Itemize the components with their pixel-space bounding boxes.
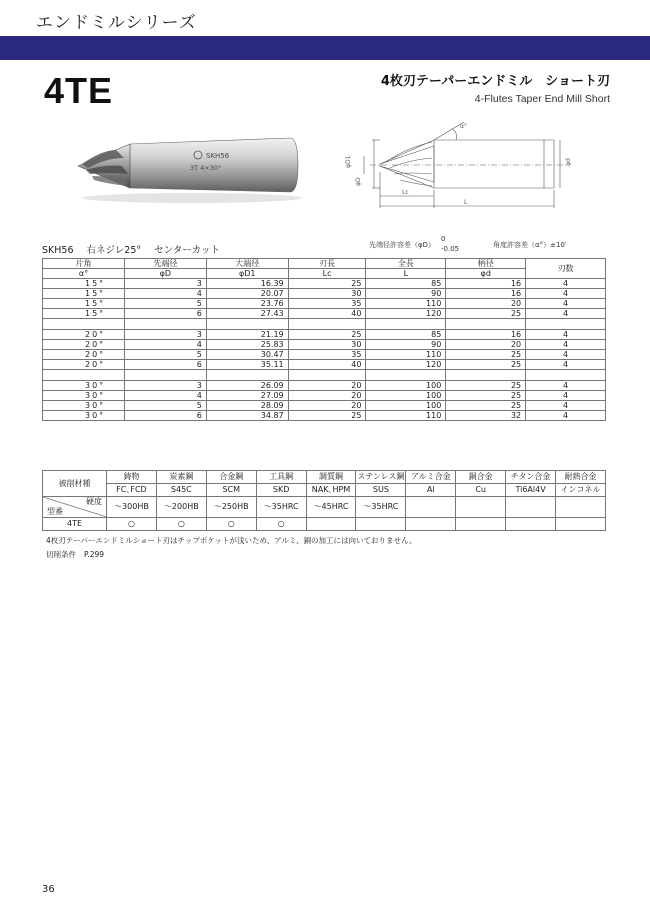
code-cast-iron: FC､FCD (107, 484, 157, 497)
code-alloy-steel: SCM (206, 484, 256, 497)
table-cell: 21.19 (206, 330, 288, 340)
table-cell: 27.09 (206, 391, 288, 401)
product-title-jp: 4枚刃テーパーエンドミル ショート刃 (380, 74, 610, 89)
table-cell: 35.11 (206, 360, 288, 370)
material-tool-steel: 工具鋼 (256, 471, 306, 484)
work-material-label: 被削材種 (43, 471, 107, 497)
center-cut: センターカット (154, 245, 221, 256)
table-cell: 100 (366, 401, 446, 411)
cutting-table (42, 470, 606, 531)
suit-titanium (506, 518, 556, 531)
table-row (43, 391, 606, 401)
spec-table (42, 258, 606, 421)
suit-aluminum (406, 518, 456, 531)
table-cell: 4 (526, 309, 606, 319)
code-copper: Cu (456, 484, 506, 497)
table-cell: 110 (366, 299, 446, 309)
table-cell: 85 (366, 330, 446, 340)
table-cell: 25 (288, 279, 366, 289)
spacer-cell (526, 370, 606, 381)
table-cell: 20 (446, 299, 526, 309)
table-cell: 15° (43, 279, 125, 289)
model-code: 4TE (44, 70, 114, 111)
header-band (0, 36, 650, 60)
table-cell: 30 (288, 340, 366, 350)
table-cell: 4 (526, 340, 606, 350)
table-cell: 40 (288, 309, 366, 319)
hardness-aluminum (406, 497, 456, 518)
table-cell: 20 (288, 401, 366, 411)
header-flutes: 刃数 (526, 259, 606, 279)
drawing-alpha-label: α° (460, 123, 467, 130)
table-cell: 4 (124, 391, 206, 401)
table-cell: 4 (526, 401, 606, 411)
spacer-cell (43, 370, 125, 381)
header-overall-length: 全長 (366, 259, 446, 269)
table-cell: 16 (446, 330, 526, 340)
table-row (43, 411, 606, 421)
spacer-cell (206, 370, 288, 381)
hardness-copper (456, 497, 506, 518)
hardness-tool-steel: ～35HRC (256, 497, 306, 518)
tip-tolerance-label: 先端径許容差（φD） (369, 241, 436, 249)
hardness-stainless: ～35HRC (356, 497, 406, 518)
spacer-cell (446, 319, 526, 330)
table-cell: 16 (446, 279, 526, 289)
table-cell: 4 (526, 360, 606, 370)
material-aluminum: アルミ合金 (406, 471, 456, 484)
drawing-lc-label: Lc (402, 189, 409, 196)
code-tool-steel: SKD (256, 484, 306, 497)
table-cell: 100 (366, 381, 446, 391)
table-cell: 4 (526, 391, 606, 401)
series-title: エンドミルシリーズ (36, 13, 197, 33)
material-prehardened-steel: 調質鋼 (306, 471, 356, 484)
table-cell: 4 (124, 289, 206, 299)
header-sym-angle: α° (43, 269, 125, 279)
table-cell: 6 (124, 411, 206, 421)
table-cell: 5 (124, 401, 206, 411)
table-cell: 25 (446, 350, 526, 360)
table-cell: 4 (526, 279, 606, 289)
spacer-cell (43, 319, 125, 330)
table-cell: 30° (43, 391, 125, 401)
hardness-alloy-steel: ～250HB (206, 497, 256, 518)
header-large-dia: 大端径 (206, 259, 288, 269)
spacer-cell (288, 319, 366, 330)
table-cell: 30° (43, 381, 125, 391)
technical-drawing (334, 112, 574, 216)
table-cell: 90 (366, 289, 446, 299)
table-cell: 4 (526, 299, 606, 309)
suit-prehardened-steel (306, 518, 356, 531)
header-tip-dia: 先端径 (124, 259, 206, 269)
spec-table-body (43, 279, 606, 421)
spacer-cell (288, 370, 366, 381)
drawing-l-label: L (464, 199, 468, 206)
table-cell: 32 (446, 411, 526, 421)
spacer-cell (366, 319, 446, 330)
spacer-cell (366, 370, 446, 381)
table-cell: 120 (366, 309, 446, 319)
spacer-cell (206, 319, 288, 330)
table-cell: 25 (288, 411, 366, 421)
table-cell: 3 (124, 381, 206, 391)
header-sym-tip: φD (124, 269, 206, 279)
table-cell: 34.87 (206, 411, 288, 421)
hardness-titanium (506, 497, 556, 518)
header-sym-shank: φd (446, 269, 526, 279)
table-cell: 4 (124, 340, 206, 350)
table-cell: 4 (526, 350, 606, 360)
table-cell: 20 (288, 381, 366, 391)
page-number: 36 (42, 884, 55, 895)
header-flute-length: 刃長 (288, 259, 366, 269)
cutting-condition-ref (46, 549, 112, 560)
photo-marking-1: SKH56 (206, 152, 230, 160)
helix-angle: 右ネジレ25° (86, 245, 142, 256)
hardness-heat-resistant (556, 497, 606, 518)
table-cell: 20° (43, 360, 125, 370)
table-cell: 6 (124, 360, 206, 370)
table-cell: 120 (366, 360, 446, 370)
table-cell: 110 (366, 411, 446, 421)
material-carbon-steel: 炭素鋼 (156, 471, 206, 484)
drawing-d1-label: φD1 (345, 155, 352, 168)
material-copper: 銅合金 (456, 471, 506, 484)
spacer-cell (526, 319, 606, 330)
table-cell: 30° (43, 401, 125, 411)
spacer-cell (124, 319, 206, 330)
photo-marking-2: 3T 4×30° (190, 164, 222, 172)
material-cast-iron: 鋳物 (107, 471, 157, 484)
table-row (43, 299, 606, 309)
product-title-en: 4-Flutes Taper End Mill Short (474, 93, 610, 105)
drawing-shank-label: φd (565, 158, 572, 166)
suit-cast-iron: ○ (107, 518, 157, 531)
material-grade: SKH56 (42, 245, 74, 256)
table-cell: 20 (446, 340, 526, 350)
hardness-cast-iron: ～300HB (107, 497, 157, 518)
spec-info-line (42, 242, 230, 256)
hardness-prehardened-steel: ～45HRC (306, 497, 356, 518)
table-cell: 25 (446, 381, 526, 391)
tip-tolerance-upper: 0 (441, 235, 446, 243)
code-aluminum: Al (406, 484, 456, 497)
end-mill-photo (72, 128, 302, 206)
table-cell: 4 (526, 289, 606, 299)
table-cell: 30° (43, 411, 125, 421)
table-cell: 28.09 (206, 401, 288, 411)
table-cell: 25 (446, 360, 526, 370)
table-cell: 20° (43, 330, 125, 340)
table-cell: 20 (288, 391, 366, 401)
table-row (43, 289, 606, 299)
table-row (43, 309, 606, 319)
table-cell: 16.39 (206, 279, 288, 289)
table-cell: 5 (124, 350, 206, 360)
table-cell: 110 (366, 350, 446, 360)
header-angle: 片角 (43, 259, 125, 269)
suit-stainless (356, 518, 406, 531)
table-cell: 5 (124, 299, 206, 309)
table-row (43, 340, 606, 350)
material-titanium: チタン合金 (506, 471, 556, 484)
table-cell: 35 (288, 299, 366, 309)
header-sym-lc: Lc (288, 269, 366, 279)
table-cell: 3 (124, 330, 206, 340)
table-cell: 26.09 (206, 381, 288, 391)
code-stainless: SUS (356, 484, 406, 497)
table-cell: 25 (446, 401, 526, 411)
code-carbon-steel: S45C (156, 484, 206, 497)
table-cell: 4 (526, 381, 606, 391)
table-cell: 4 (526, 330, 606, 340)
table-cell: 15° (43, 309, 125, 319)
table-cell: 25 (446, 391, 526, 401)
spacer-cell (124, 370, 206, 381)
suit-heat-resistant (556, 518, 606, 531)
table-cell: 40 (288, 360, 366, 370)
suit-alloy-steel: ○ (206, 518, 256, 531)
table-cell: 25.83 (206, 340, 288, 350)
cutting-condition-label: 切削条件 (46, 550, 76, 559)
table-row (43, 279, 606, 289)
tip-tolerance-values (441, 234, 459, 254)
hardness-carbon-steel: ～200HB (156, 497, 206, 518)
usage-note: 4枚刃テーパーエンドミルショート刃はチップポケットが浅いため、アルミ、銅の加工には向いておりません。 (46, 536, 417, 545)
cutting-condition-link[interactable]: P.299 (84, 550, 105, 559)
drawing-d-label: φD (355, 177, 362, 186)
material-heat-resistant: 耐熱合金 (556, 471, 606, 484)
table-cell: 3 (124, 279, 206, 289)
material-alloy-steel: 合金鋼 (206, 471, 256, 484)
suit-copper (456, 518, 506, 531)
model-label: 型番 (47, 507, 63, 516)
table-row (43, 330, 606, 340)
material-stainless: ステンレス鋼 (356, 471, 406, 484)
header-sym-l: L (366, 269, 446, 279)
header-sym-large: φD1 (206, 269, 288, 279)
header-shank-dia: 柄径 (446, 259, 526, 269)
tip-tolerance-lower: -0.05 (441, 245, 460, 253)
spacer-cell (446, 370, 526, 381)
table-row (43, 360, 606, 370)
code-heat-resistant: インコネル (556, 484, 606, 497)
table-cell: 25 (288, 330, 366, 340)
table-row (43, 381, 606, 391)
table-cell: 30 (288, 289, 366, 299)
suit-carbon-steel: ○ (156, 518, 206, 531)
table-cell: 20.07 (206, 289, 288, 299)
table-row (43, 350, 606, 360)
code-prehardened-steel: NAK､HPM (306, 484, 356, 497)
table-cell: 15° (43, 289, 125, 299)
angle-tolerance: 角度許容差（α°）±10′ (493, 241, 567, 249)
spacer-row (43, 319, 606, 330)
table-cell: 16 (446, 289, 526, 299)
table-cell: 23.76 (206, 299, 288, 309)
suit-tool-steel: ○ (256, 518, 306, 531)
table-cell: 85 (366, 279, 446, 289)
table-cell: 100 (366, 391, 446, 401)
hardness-model-header (43, 497, 107, 518)
code-titanium: Ti6Al4V (506, 484, 556, 497)
table-cell: 20° (43, 340, 125, 350)
table-cell: 30.47 (206, 350, 288, 360)
table-cell: 20° (43, 350, 125, 360)
table-cell: 90 (366, 340, 446, 350)
table-cell: 6 (124, 309, 206, 319)
row-model: 4TE (43, 518, 107, 531)
hardness-label: 硬度 (86, 497, 102, 506)
table-cell: 4 (526, 411, 606, 421)
table-cell: 27.43 (206, 309, 288, 319)
table-cell: 35 (288, 350, 366, 360)
table-row (43, 401, 606, 411)
spacer-row (43, 370, 606, 381)
table-cell: 15° (43, 299, 125, 309)
table-cell: 25 (446, 309, 526, 319)
